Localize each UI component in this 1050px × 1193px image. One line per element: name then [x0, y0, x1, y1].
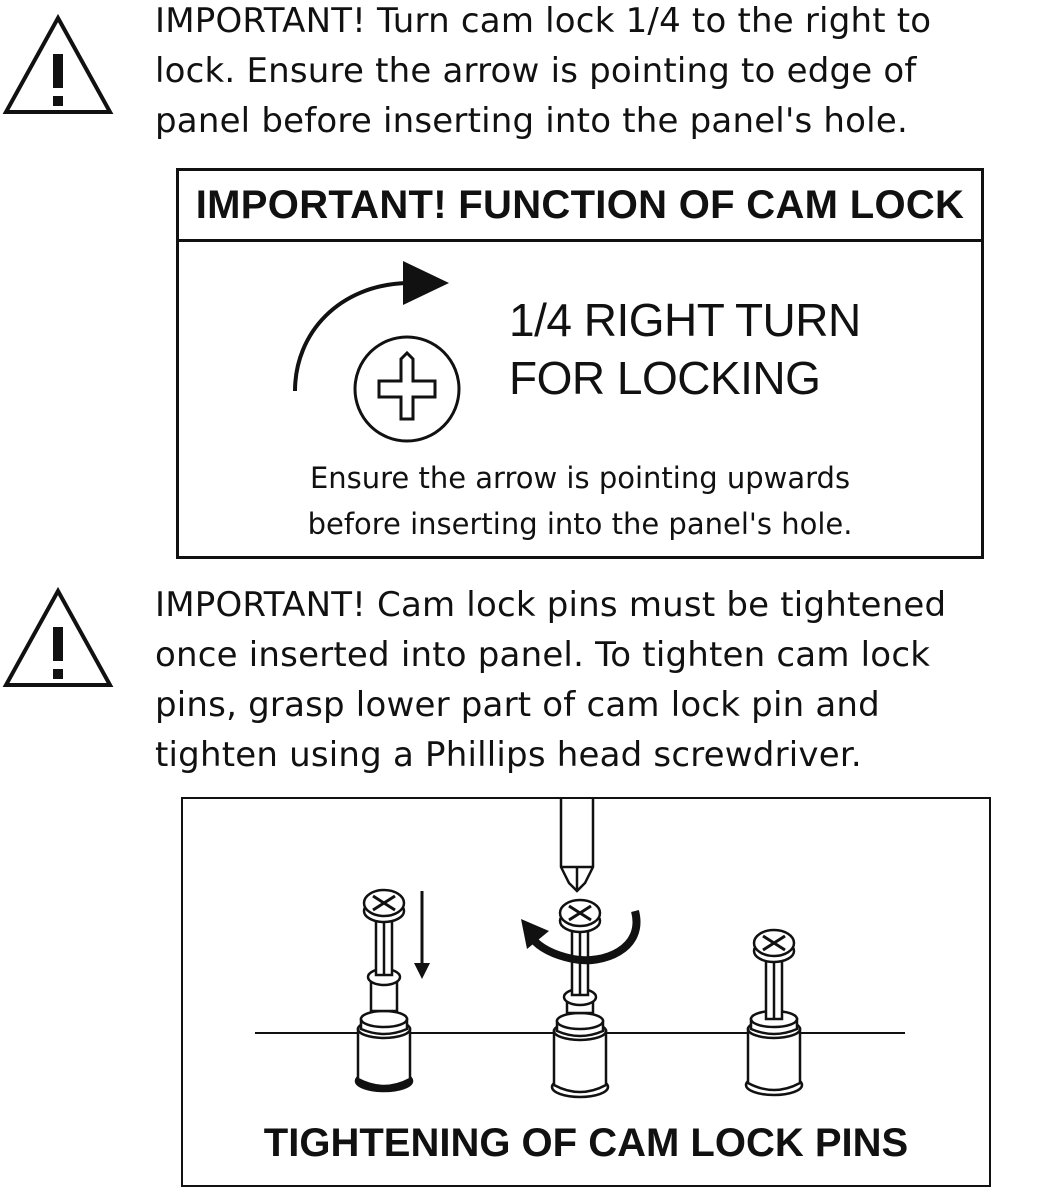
warning-bottom-line: tighten using a Phillips head screwdriver.	[155, 735, 862, 775]
warning-top-line: lock. Ensure the arrow is pointing to edge of	[155, 51, 917, 91]
warning-triangle-icon	[2, 14, 114, 116]
cam-lock-pin-middle	[552, 900, 608, 1097]
warning-bottom-text	[155, 580, 946, 780]
cam-lock-pin-left	[356, 890, 412, 1091]
ensure-instruction	[179, 455, 981, 547]
turn-instruction-line: 1/4 RIGHT TURN	[509, 294, 861, 346]
warning-top-line: IMPORTANT! Turn cam lock 1/4 to the right to	[155, 1, 932, 41]
turn-instruction-line: FOR LOCKING	[509, 352, 821, 404]
arrow-down-icon	[414, 891, 430, 979]
turn-instruction	[509, 291, 861, 407]
ensure-instruction-line: Ensure the arrow is pointing upwards	[309, 461, 851, 495]
ensure-instruction-line: before inserting into the panel's hole.	[307, 507, 853, 541]
warning-bottom-line: once inserted into panel. To tighten cam lock	[155, 635, 931, 675]
cam-lock-function-box	[176, 168, 984, 559]
warning-triangle-icon	[2, 587, 114, 689]
tightening-diagram	[183, 799, 989, 1119]
screwdriver-icon	[561, 799, 593, 891]
cam-lock-function-title: IMPORTANT! FUNCTION OF CAM LOCK	[179, 171, 981, 242]
tightening-diagram-box	[181, 797, 991, 1187]
cam-lock-pin-right	[746, 930, 802, 1095]
warning-bottom-line: IMPORTANT! Cam lock pins must be tightened	[155, 585, 947, 625]
warning-top-text	[155, 0, 931, 146]
warning-bottom-line: pins, grasp lower part of cam lock pin and	[155, 685, 880, 725]
tightening-caption: TIGHTENING OF CAM LOCK PINS	[263, 1121, 909, 1165]
phillips-cam-lock-icon	[351, 333, 463, 445]
warning-top-line: panel before inserting into the panel's hole.	[155, 101, 908, 141]
